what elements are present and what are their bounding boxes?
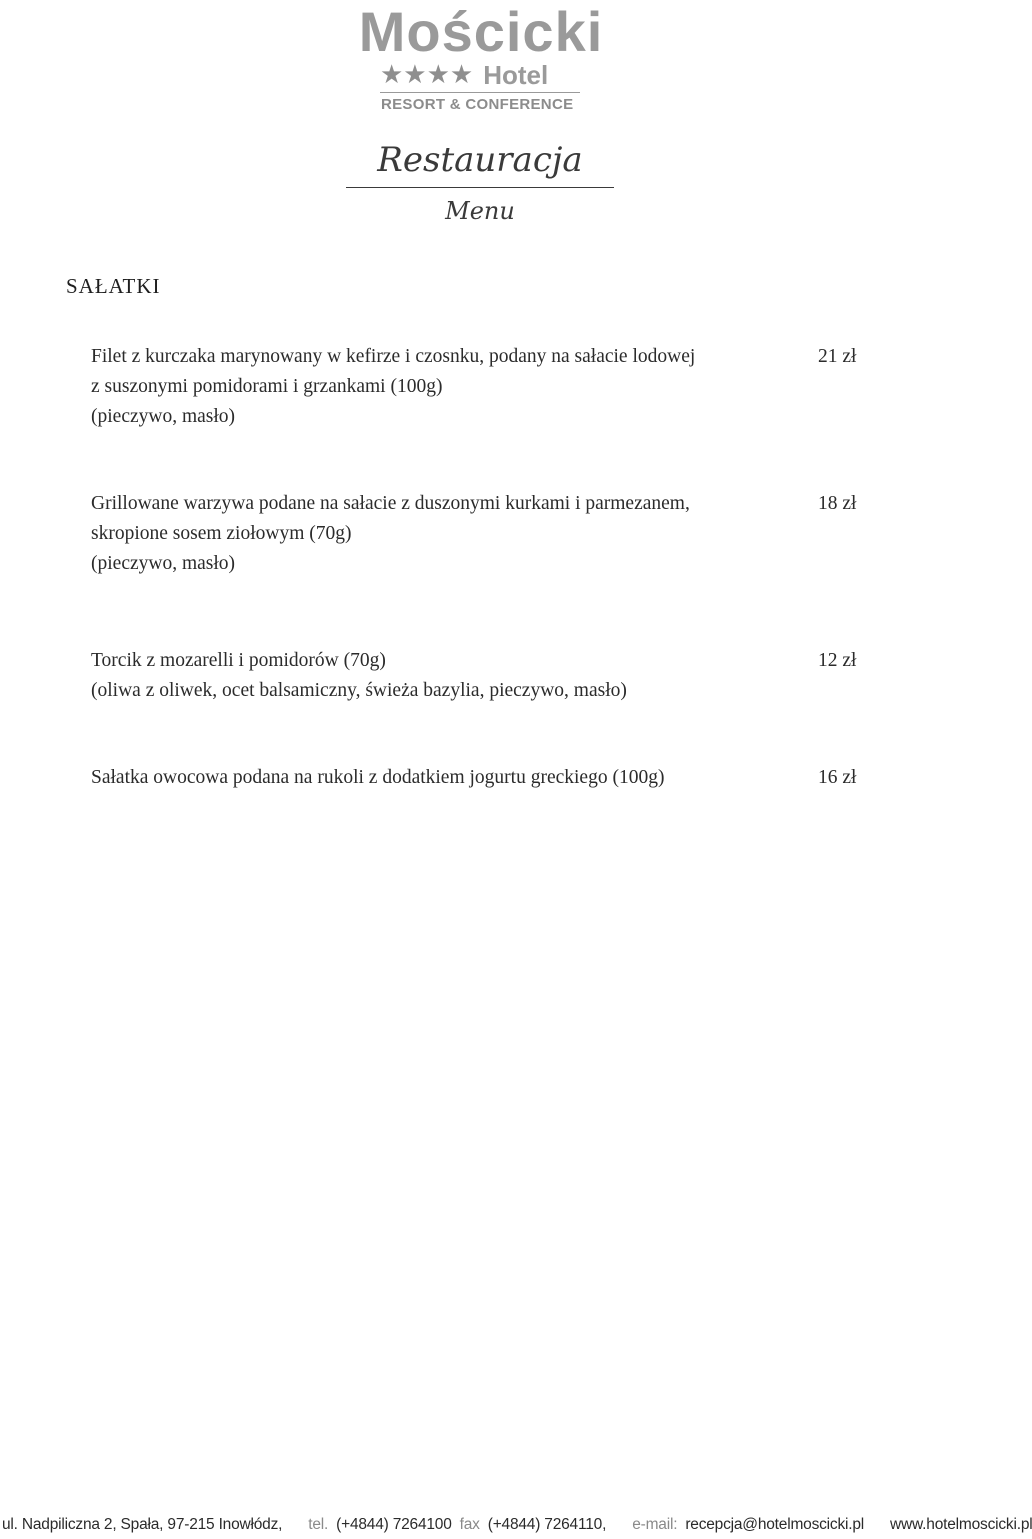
menu-item-description: [91, 763, 791, 793]
footer-email-link[interactable]: recepcja@hotelmoscicki.pl: [685, 1516, 865, 1533]
menu-item-line: (oliwa z oliwek, ocet balsamiczny, świeża bazylia, pieczywo, masło): [91, 680, 627, 701]
page-subtitle: Menu: [445, 197, 515, 225]
logo-name: Mościcki: [358, 0, 604, 63]
footer-address: ul. Nadpiliczna 2, Spała, 97-215 Inowłódz,: [2, 1516, 283, 1533]
menu-item-line: z suszonymi pomidorami i grzankami (100g): [91, 376, 443, 397]
menu-item-description: [91, 646, 791, 706]
footer-fax-label: fax: [459, 1516, 480, 1533]
menu-item: [91, 763, 871, 793]
logo-tagline: RESORT & CONFERENCE: [381, 96, 574, 113]
menu-item-line: Filet z kurczaka marynowany w kefirze i czosnku, podany na sałacie lodowej: [91, 346, 696, 367]
menu-item-price: 21 zł: [818, 346, 857, 367]
logo-divider: [380, 92, 580, 93]
menu-item-line: Sałatka owocowa podana na rukoli z dodatkiem jogurtu greckiego (100g): [91, 767, 665, 788]
footer-email-label: e-mail:: [632, 1516, 678, 1533]
menu-item: [91, 646, 871, 706]
menu-item-description: [91, 342, 791, 432]
menu-item-line: Grillowane warzywa podane na sałacie z duszonymi kurkami i parmezanem,: [91, 493, 690, 514]
menu-item-description: [91, 489, 791, 579]
menu-item: [91, 342, 871, 432]
menu-item: [91, 489, 871, 579]
menu-item-line: (pieczywo, masło): [91, 406, 236, 427]
menu-item-line: skropione sosem ziołowym (70g): [91, 523, 352, 544]
menu-item-price: 16 zł: [818, 767, 857, 788]
footer-tel-label: tel.: [308, 1516, 329, 1533]
footer-tel[interactable]: (+4844) 7264100: [336, 1516, 452, 1533]
menu-item-price: 18 zł: [818, 493, 857, 514]
menu-item-line: (pieczywo, masło): [91, 553, 236, 574]
title-divider: [346, 187, 614, 188]
menu-item-line: Torcik z mozarelli i pomidorów (70g): [91, 650, 386, 671]
star-rating-icon: ★★★★: [380, 60, 474, 90]
section-heading: SAŁATKI: [66, 274, 161, 298]
hotel-logo: [0, 0, 960, 120]
menu-item-price: 12 zł: [818, 650, 857, 671]
logo-stars-row: [380, 60, 548, 90]
contact-footer: [2, 1514, 1032, 1536]
logo-hotel-text: Hotel: [483, 59, 549, 90]
footer-website-link[interactable]: www.hotelmoscicki.pl: [890, 1516, 1032, 1533]
footer-fax: (+4844) 7264110,: [487, 1516, 607, 1533]
page-title: Restauracja: [377, 140, 583, 180]
